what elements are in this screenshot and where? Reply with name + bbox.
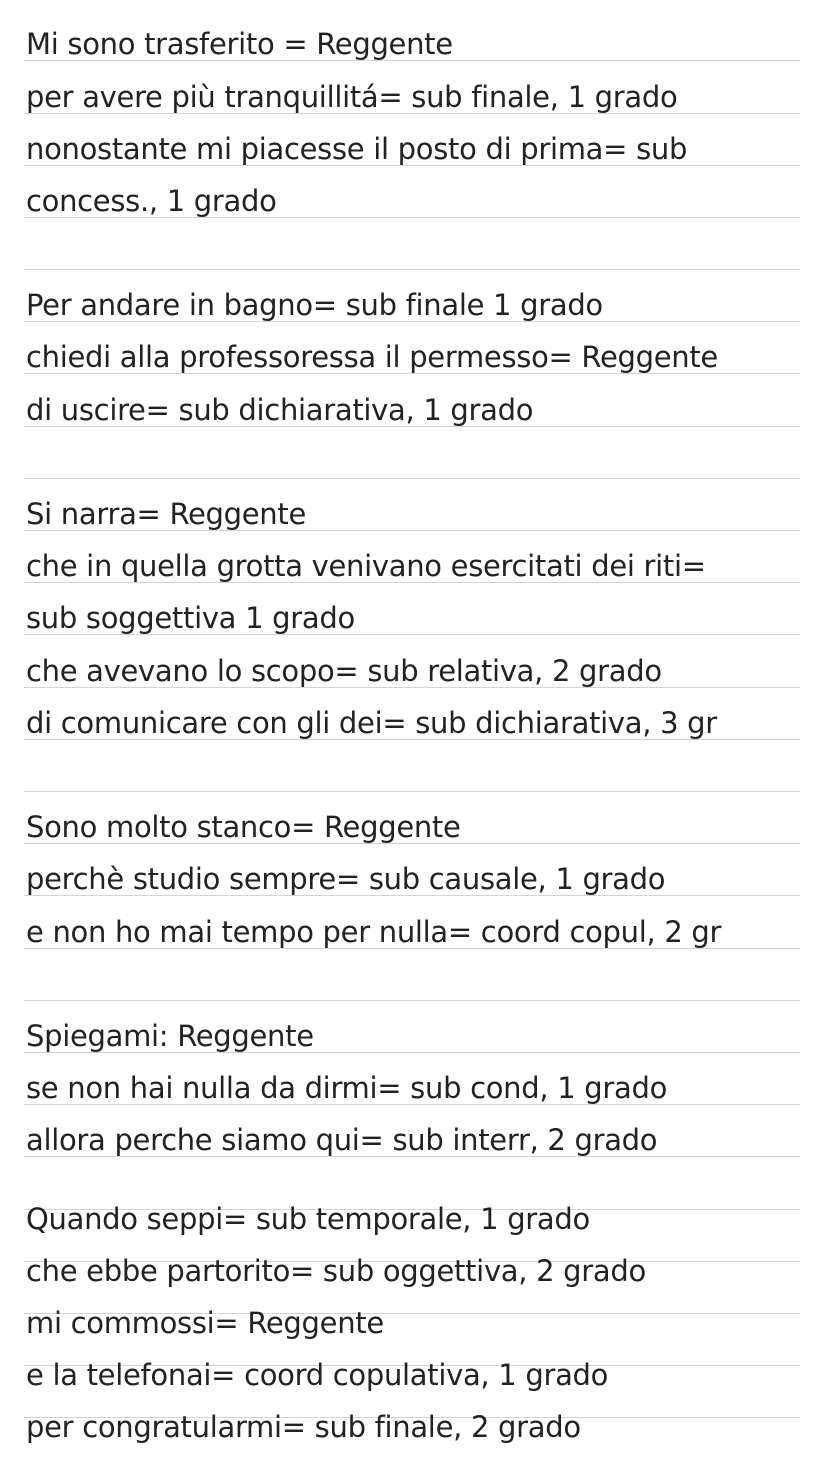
note-line: mi commossi= Reggente (26, 1306, 384, 1340)
ruled-line (24, 791, 800, 792)
note-line: per congratularmi= sub finale, 2 grado (26, 1410, 581, 1444)
note-line: e non ho mai tempo per nulla= coord copul, 2 gr (26, 915, 722, 949)
note-line: Sono molto stanco= Reggente (26, 810, 461, 844)
note-line: sub soggettiva 1 grado (26, 601, 355, 635)
note-line: allora perche siamo qui= sub interr, 2 grado (26, 1123, 658, 1157)
note-line: concess., 1 grado (26, 184, 277, 218)
note-line: che in quella grotta venivano esercitati dei riti= (26, 549, 706, 583)
note-line: Per andare in bagno= sub finale 1 grado (26, 288, 603, 322)
note-line: Si narra= Reggente (26, 497, 306, 531)
note-line: Spiegami: Reggente (26, 1019, 314, 1053)
note-line: che ebbe partorito= sub oggettiva, 2 grado (26, 1254, 646, 1288)
note-line: nonostante mi piacesse il posto di prima= sub (26, 132, 688, 166)
ruled-line (24, 269, 800, 270)
note-line: se non hai nulla da dirmi= sub cond, 1 grado (26, 1071, 668, 1105)
ruled-line (24, 478, 800, 479)
note-line: di uscire= sub dichiarativa, 1 grado (26, 393, 534, 427)
note-line: e la telefonai= coord copulativa, 1 grado (26, 1358, 609, 1392)
note-line: che avevano lo scopo= sub relativa, 2 grado (26, 654, 662, 688)
note-line: per avere più tranquillitá= sub finale, 1 grado (26, 80, 678, 114)
note-line: chiedi alla professoressa il permesso= Reggente (26, 340, 718, 374)
note-line: Mi sono trasferito = Reggente (26, 27, 453, 61)
note-line: perchè studio sempre= sub causale, 1 grado (26, 862, 666, 896)
ruled-line (24, 1000, 800, 1001)
note-line: di comunicare con gli dei= sub dichiarativa, 3 gr (26, 706, 717, 740)
note-line: Quando seppi= sub temporale, 1 grado (26, 1202, 590, 1236)
